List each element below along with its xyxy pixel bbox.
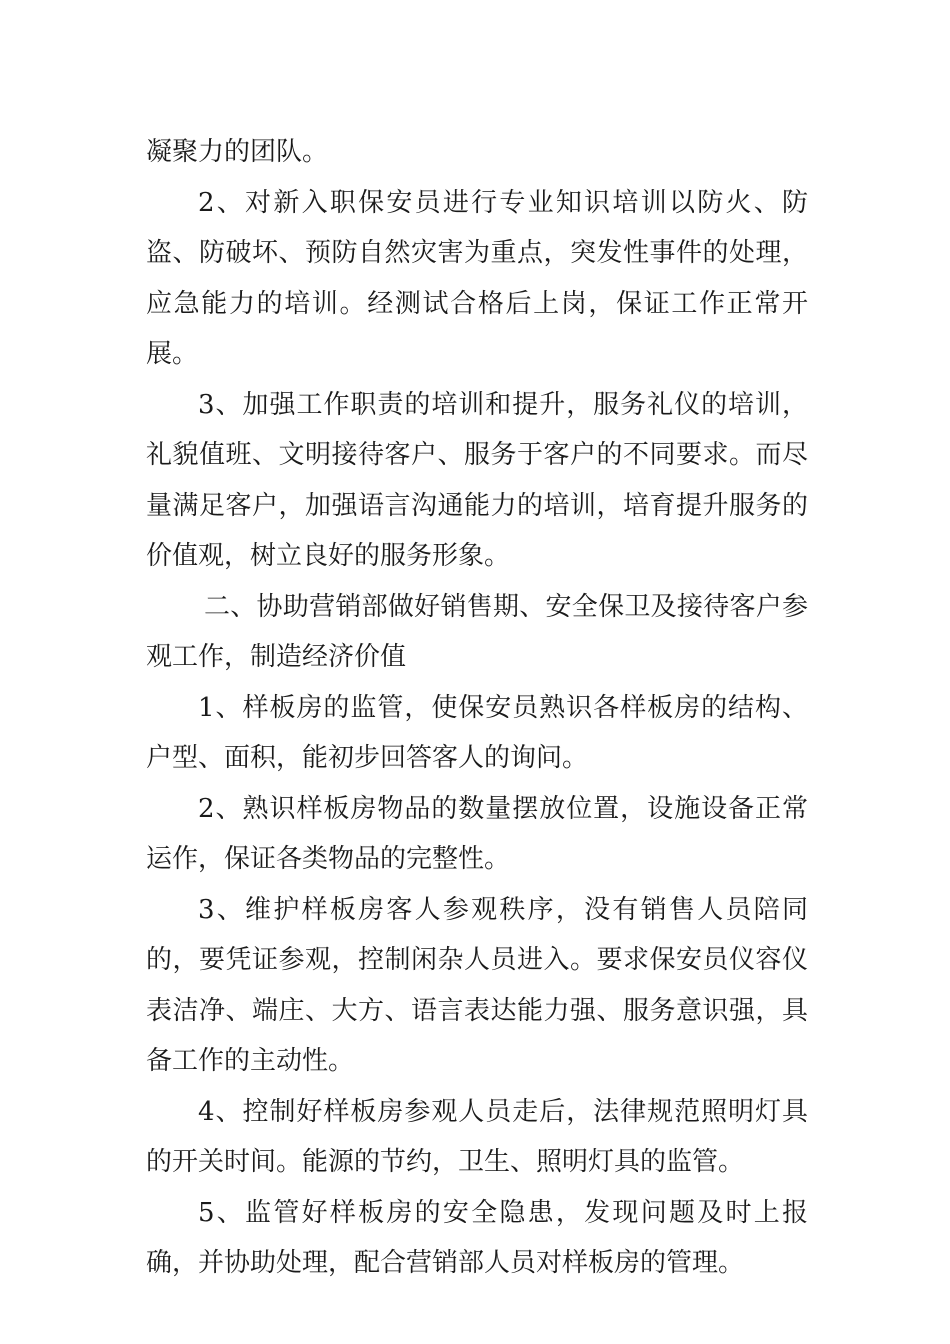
paragraph-item-2-items: 2、熟识样板房物品的数量摆放位置，设施设备正常运作，保证各类物品的完整性。 — [146, 793, 808, 874]
paragraph-continuation: 凝聚力的团队。 — [146, 137, 329, 167]
paragraph-item-4-lighting: 4、控制好样板房参观人员走后，法律规范照明灯具的开关时间。能源的节约，卫生、照明灯具的监管。 — [146, 1096, 808, 1177]
section-heading-2: 二、协助营销部做好销售期、安全保卫及接待客户参观工作，制造经济价值 — [146, 591, 808, 672]
paragraph-item-5-safety: 5、监管好样板房的安全隐患，发现问题及时上报确，并协助处理，配合营销部人员对样板房的管理。 — [146, 1197, 808, 1278]
paragraph-item-3-order: 3、维护样板房客人参观秩序，没有销售人员陪同的，要凭证参观，控制闲杂人员进入。要求保安员仪容仪表洁净、端庄、大方、语言表达能力强、服务意识强，具备工作的主动性。 — [146, 894, 808, 1076]
paragraph-item-2-training: 2、对新入职保安员进行专业知识培训以防火、防盗、防破坏、预防自然灾害为重点，突发性事件的处理，应急能力的培训。经测试合格后上岗，保证工作正常开展。 — [146, 187, 808, 369]
paragraph-item-1-model-room: 1、样板房的监管，使保安员熟识各样板房的结构、户型、面积，能初步回答客人的询问。 — [146, 692, 808, 773]
document-body — [146, 127, 808, 1289]
paragraph-item-3-service: 3、加强工作职责的培训和提升，服务礼仪的培训，礼貌值班、文明接待客户、服务于客户的不同要求。而尽量满足客户，加强语言沟通能力的培训，培育提升服务的价值观，树立良好的服务形象。 — [146, 389, 808, 571]
